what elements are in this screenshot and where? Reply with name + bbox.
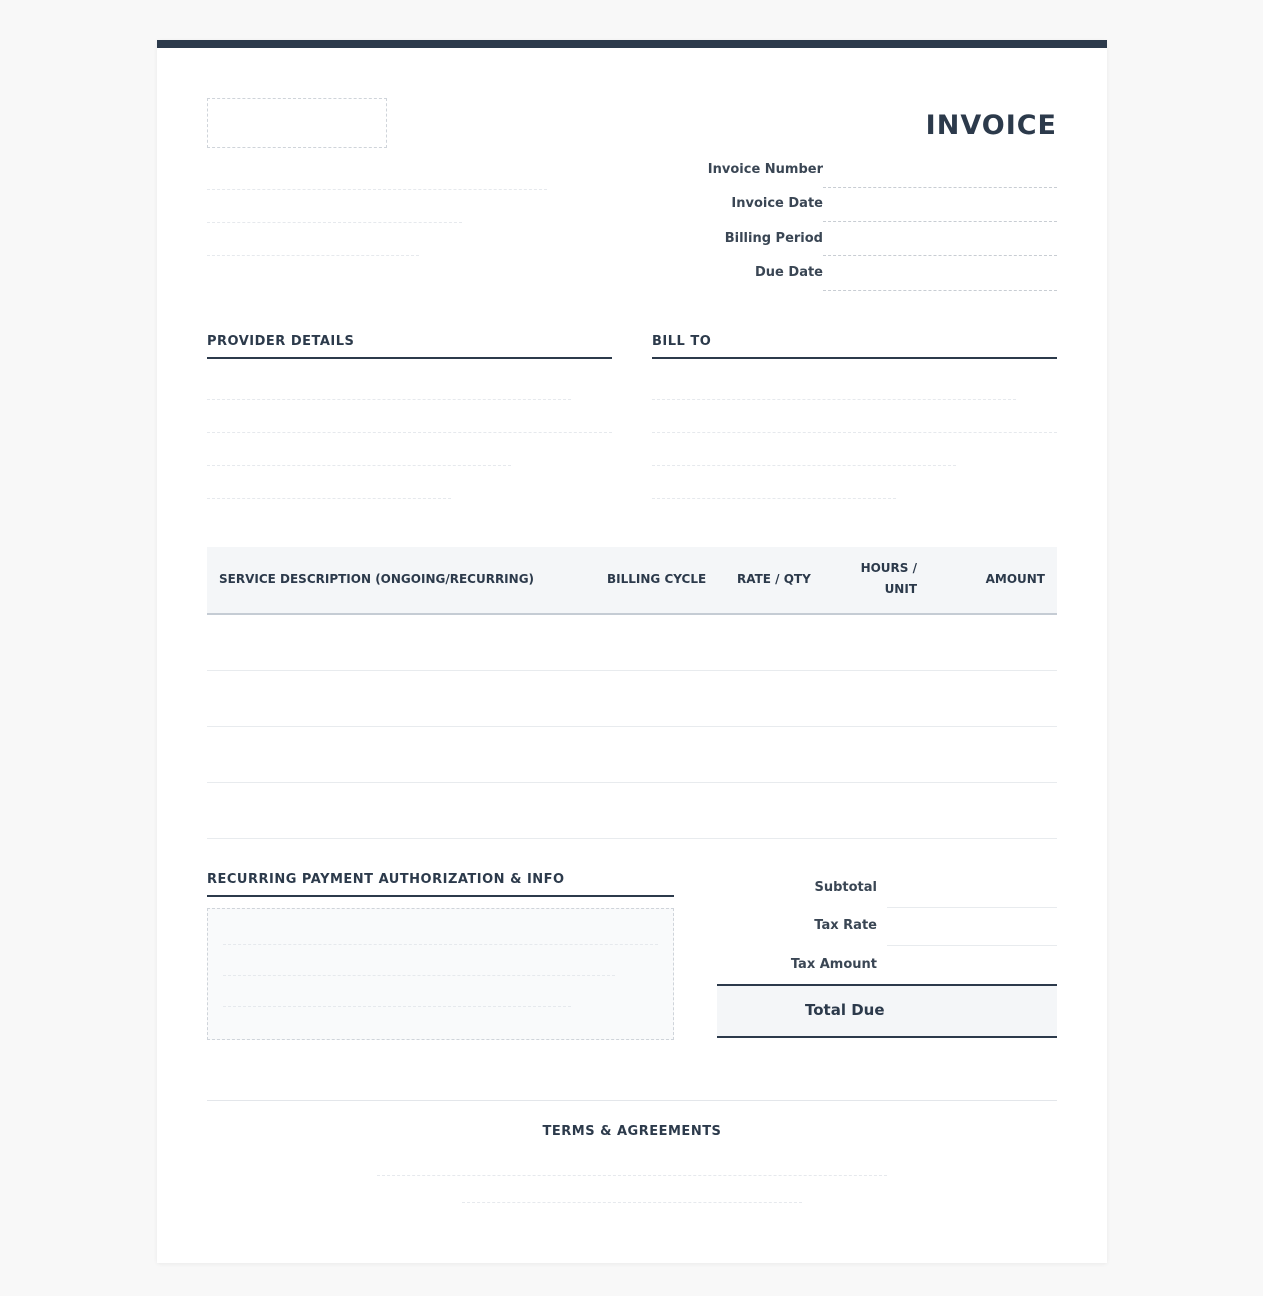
- col-service-description: SERVICE DESCRIPTION (ONGOING/RECURRING): [219, 572, 535, 586]
- tax-rate-field[interactable]: [887, 945, 1057, 946]
- services-table-header: [207, 547, 1057, 615]
- total-due-box: [717, 984, 1057, 1038]
- billing-period-label: Billing Period: [724, 231, 823, 246]
- col-hours-unit-line2: UNIT: [884, 582, 917, 596]
- invoice-date-label: Invoice Date: [731, 196, 823, 211]
- terms-line[interactable]: [377, 1175, 887, 1176]
- bill-to-line[interactable]: [652, 498, 896, 499]
- provider-details-heading: PROVIDER DETAILS: [207, 334, 612, 359]
- terms-heading: TERMS & AGREEMENTS: [542, 1124, 722, 1139]
- col-rate-qty: RATE / QTY: [737, 572, 811, 586]
- table-row[interactable]: [207, 670, 1057, 671]
- provider-line[interactable]: [207, 399, 571, 400]
- bill-to-line[interactable]: [652, 432, 1057, 433]
- table-row[interactable]: [207, 838, 1057, 839]
- provider-line[interactable]: [207, 498, 451, 499]
- payment-info-line[interactable]: [223, 944, 658, 945]
- invoice-title: INVOICE: [925, 110, 1057, 141]
- company-address-line[interactable]: [207, 222, 462, 223]
- due-date-field[interactable]: [823, 290, 1057, 291]
- subtotal-field[interactable]: [887, 907, 1057, 908]
- tax-rate-label: Tax Rate: [814, 918, 877, 933]
- table-row[interactable]: [207, 782, 1057, 783]
- col-billing-cycle: BILLING CYCLE: [607, 572, 707, 586]
- terms-line[interactable]: [462, 1202, 802, 1203]
- bill-to-heading: BILL TO: [652, 334, 1057, 359]
- col-amount: AMOUNT: [985, 572, 1045, 586]
- col-hours-unit-line1: HOURS /: [860, 561, 917, 575]
- invoice-date-field[interactable]: [823, 221, 1057, 222]
- invoice-number-label: Invoice Number: [707, 162, 823, 177]
- invoice-number-field[interactable]: [823, 187, 1057, 188]
- invoice-page: [157, 40, 1107, 1263]
- company-name-line[interactable]: [207, 189, 547, 190]
- subtotal-label: Subtotal: [814, 880, 877, 895]
- total-due-label: Total Due: [805, 1001, 885, 1019]
- bill-to-line[interactable]: [652, 399, 1016, 400]
- tax-amount-label: Tax Amount: [790, 957, 877, 972]
- billing-period-field[interactable]: [823, 255, 1057, 256]
- payment-info-box[interactable]: [207, 908, 674, 1040]
- due-date-label: Due Date: [755, 265, 823, 280]
- provider-line[interactable]: [207, 465, 511, 466]
- payment-authorization-heading: RECURRING PAYMENT AUTHORIZATION & INFO: [207, 872, 674, 897]
- bill-to-line[interactable]: [652, 465, 956, 466]
- col-hours-unit: [827, 558, 917, 600]
- logo-placeholder[interactable]: [207, 98, 387, 148]
- table-row[interactable]: [207, 726, 1057, 727]
- payment-info-line[interactable]: [223, 975, 615, 976]
- payment-info-line[interactable]: [223, 1006, 571, 1007]
- company-contact-line[interactable]: [207, 255, 419, 256]
- terms-divider: [207, 1100, 1057, 1101]
- provider-line[interactable]: [207, 432, 612, 433]
